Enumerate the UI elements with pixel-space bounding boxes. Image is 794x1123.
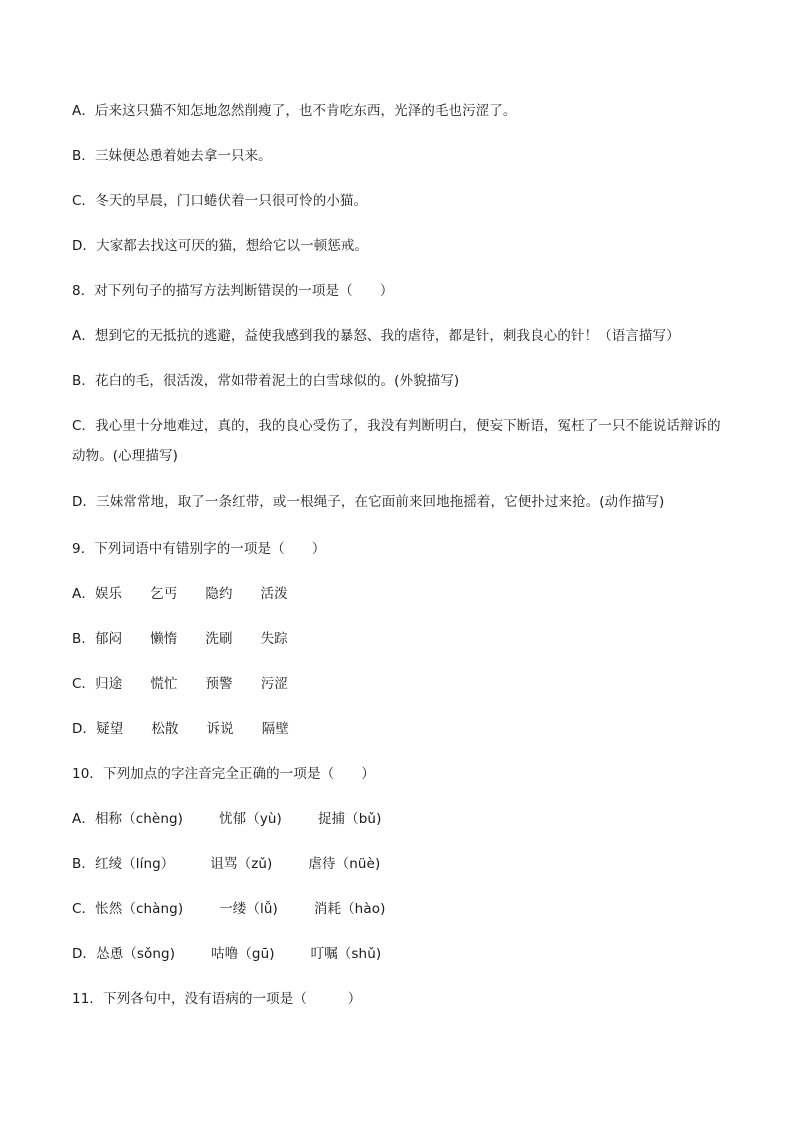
q9-option-d bbox=[72, 720, 722, 738]
word: 慌忙 bbox=[150, 676, 178, 692]
word: 归途 bbox=[95, 676, 123, 692]
q7-option-c: C．冬天的早晨，门口蜷伏着一只很可怜的小猫。 bbox=[72, 193, 368, 209]
q10-option-d bbox=[72, 945, 722, 963]
word: 怅然（chàng) bbox=[95, 901, 184, 917]
q10-option-b bbox=[72, 855, 722, 873]
word: 隔壁 bbox=[261, 721, 289, 737]
word: 消耗（hào) bbox=[313, 901, 386, 917]
word: 活泼 bbox=[260, 586, 288, 602]
word: 疑望 bbox=[96, 721, 124, 737]
word: 预警 bbox=[205, 676, 233, 692]
question-11: 11．下列各句中，没有语病的一项是（ ） bbox=[72, 991, 362, 1007]
q9-option-a bbox=[72, 585, 722, 603]
word: 失踪 bbox=[260, 631, 288, 647]
word: 郁闷 bbox=[94, 631, 123, 647]
question-10: 10．下列加点的字注音完全正确的一项是（ ） bbox=[72, 766, 375, 782]
word: 一缕（lǚ) bbox=[219, 901, 278, 917]
word: 诉说 bbox=[206, 721, 234, 737]
word: 红绫（líng） bbox=[94, 856, 175, 872]
word: 松散 bbox=[151, 721, 179, 737]
word: 虐待（nüè) bbox=[308, 856, 381, 872]
q9-option-b bbox=[72, 630, 722, 648]
q7-option-a: A．后来这只猫不知怎地忽然削瘦了，也不肯吃东西，光泽的毛也污涩了。 bbox=[72, 103, 517, 119]
q10-option-c bbox=[72, 900, 722, 918]
option-prefix: B． bbox=[72, 631, 95, 647]
option-prefix: D． bbox=[72, 946, 97, 962]
q8-option-d: D．三妹常常地，取了一条红带，或一根绳子，在它面前来回地拖摇着，它便扑过来抢。(动作描写) bbox=[72, 494, 665, 510]
q8-option-a: A．想到它的无抵抗的逃避，益使我感到我的暴怒、我的虐待，都是针，刺我良心的针！（语言描写） bbox=[72, 328, 680, 344]
option-prefix: C． bbox=[72, 901, 96, 917]
question-8: 8．对下列句子的描写方法判断错误的一项是（ ） bbox=[72, 283, 394, 299]
word: 懒惰 bbox=[150, 631, 178, 647]
q7-option-b: B．三妹便怂恿着她去拿一只来。 bbox=[72, 148, 272, 164]
option-prefix: C． bbox=[72, 676, 96, 692]
word: 忧郁（yù) bbox=[219, 811, 282, 827]
word: 隐约 bbox=[205, 586, 233, 602]
word: 乞丐 bbox=[150, 586, 178, 602]
word: 洗刷 bbox=[205, 631, 233, 647]
word: 捉捕（bǔ) bbox=[317, 811, 382, 827]
word: 娱乐 bbox=[94, 586, 123, 602]
word: 诅骂（zǔ) bbox=[210, 856, 273, 872]
q9-option-c bbox=[72, 675, 722, 693]
word: 怂恿（sǒng) bbox=[96, 946, 176, 962]
option-prefix: D． bbox=[72, 721, 97, 737]
word: 相称（chèng) bbox=[94, 811, 184, 827]
option-prefix: A． bbox=[72, 811, 95, 827]
q8-option-c: C．我心里十分地难过，真的，我的良心受伤了，我没有判断明白，便妄下断语，冤枉了一只不能说话辩诉的动物。(心理描写) bbox=[72, 418, 721, 464]
question-9: 9．下列词语中有错别字的一项是（ ） bbox=[72, 541, 326, 557]
q7-option-d: D．大家都去找这可厌的猫，想给它以一顿惩戒。 bbox=[72, 238, 369, 254]
word: 咕噜（gū) bbox=[211, 946, 275, 962]
q10-option-a bbox=[72, 810, 722, 828]
word: 叮嘱（shǔ) bbox=[310, 946, 382, 962]
word: 污涩 bbox=[260, 676, 288, 692]
option-prefix: B． bbox=[72, 856, 95, 872]
q8-option-b: B．花白的毛，很活泼，常如带着泥土的白雪球似的。(外貌描写) bbox=[72, 373, 460, 389]
option-prefix: A． bbox=[72, 586, 95, 602]
